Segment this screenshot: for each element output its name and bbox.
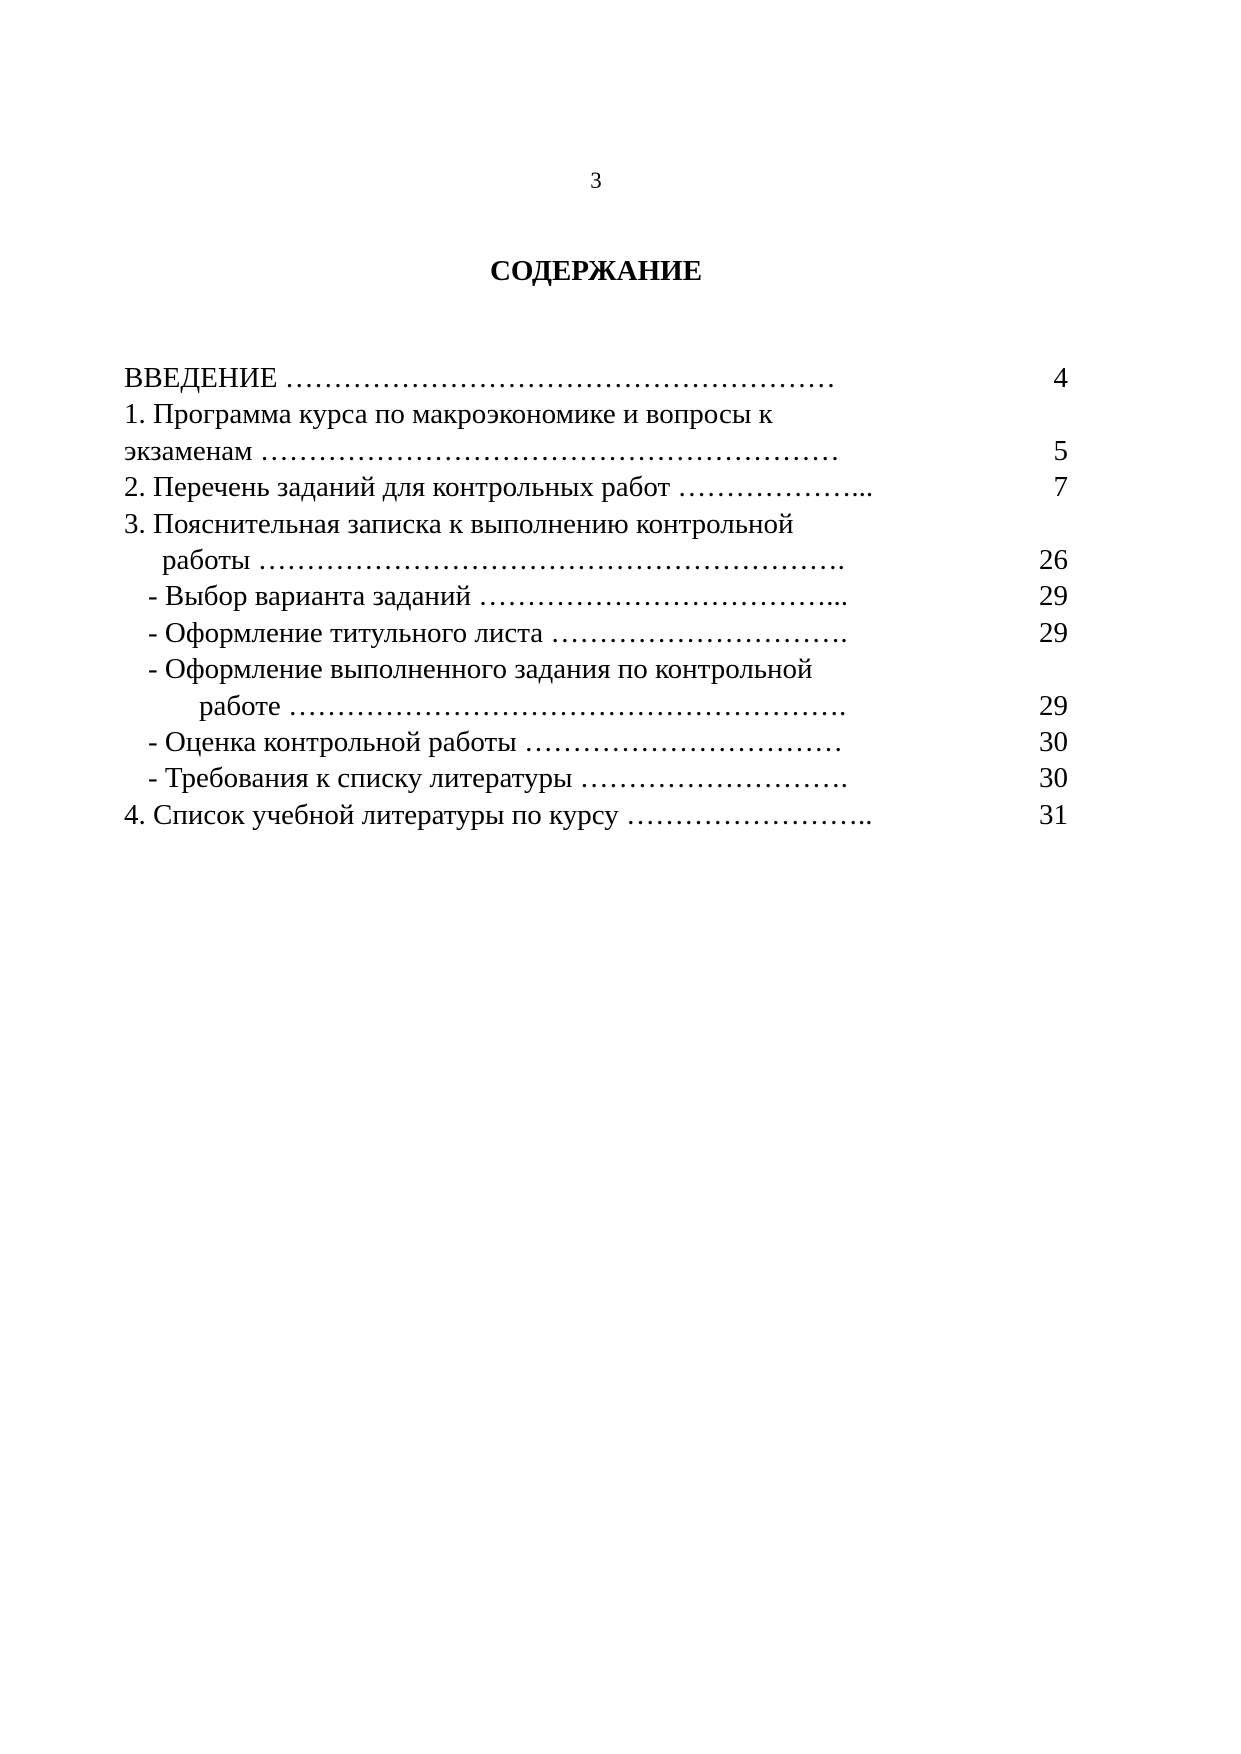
toc-entry-text: 4. Список учебной литературы по курсу …………………….. <box>124 798 873 831</box>
toc-entry-text: - Требования к списку литературы ………………………. <box>148 762 848 795</box>
toc-entry-page: 29 <box>1039 580 1068 613</box>
table-of-contents <box>124 360 1068 833</box>
toc-entry-text: - Оформление выполненного задания по контрольной <box>148 653 813 686</box>
toc-entry-page: 29 <box>1039 689 1068 722</box>
toc-entry-text: работы ……………………………………………………. <box>162 543 845 576</box>
toc-entry-text: ВВЕДЕНИЕ ………………………………………………… <box>124 362 836 394</box>
toc-entry-page: 30 <box>1039 725 1068 758</box>
toc-entry-completed-task-cont[interactable] <box>124 688 1068 724</box>
toc-entry-explanatory-note[interactable] <box>124 506 1068 542</box>
toc-entry-explanatory-note-cont[interactable] <box>124 542 1068 578</box>
toc-entry-bibliography-requirements[interactable] <box>124 760 1068 796</box>
toc-entry-variant-choice[interactable] <box>124 578 1068 614</box>
toc-entry-page: 31 <box>1039 798 1068 831</box>
toc-entry-completed-task[interactable] <box>124 651 1068 687</box>
toc-entry-page: 29 <box>1039 616 1068 649</box>
toc-title: СОДЕРЖАНИЕ <box>489 255 703 287</box>
toc-entry-introduction[interactable] <box>124 360 1068 396</box>
toc-entry-text: экзаменам …………………………………………………… <box>124 434 840 467</box>
page-number: 3 <box>590 168 602 193</box>
toc-entry-literature-list[interactable] <box>124 797 1068 833</box>
toc-entry-course-program-cont[interactable] <box>124 433 1068 469</box>
toc-entry-page: 30 <box>1039 762 1068 795</box>
toc-entry-page: 7 <box>1053 471 1068 504</box>
toc-entry-text: 3. Пояснительная записка к выполнению контрольной <box>124 507 794 540</box>
toc-entry-text: - Оценка контрольной работы …………………………… <box>148 725 843 758</box>
toc-entry-text: - Оформление титульного листа …………………………. <box>148 616 848 649</box>
toc-entry-text: работе …………………………………………………. <box>199 689 847 722</box>
toc-entry-work-evaluation[interactable] <box>124 724 1068 760</box>
toc-entry-page: 26 <box>1039 543 1068 576</box>
toc-entry-course-program[interactable] <box>124 396 1068 432</box>
toc-entry-text: 1. Программа курса по макроэкономике и вопросы к <box>124 398 773 431</box>
toc-entry-text: 2. Перечень заданий для контрольных работ ………………... <box>124 471 874 504</box>
toc-entry-page: 4 <box>1053 362 1068 394</box>
toc-entry-page: 5 <box>1053 434 1068 467</box>
toc-entry-task-list[interactable] <box>124 469 1068 505</box>
toc-entry-title-page[interactable] <box>124 615 1068 651</box>
toc-entry-text: - Выбор варианта заданий ………………………………... <box>148 580 848 613</box>
